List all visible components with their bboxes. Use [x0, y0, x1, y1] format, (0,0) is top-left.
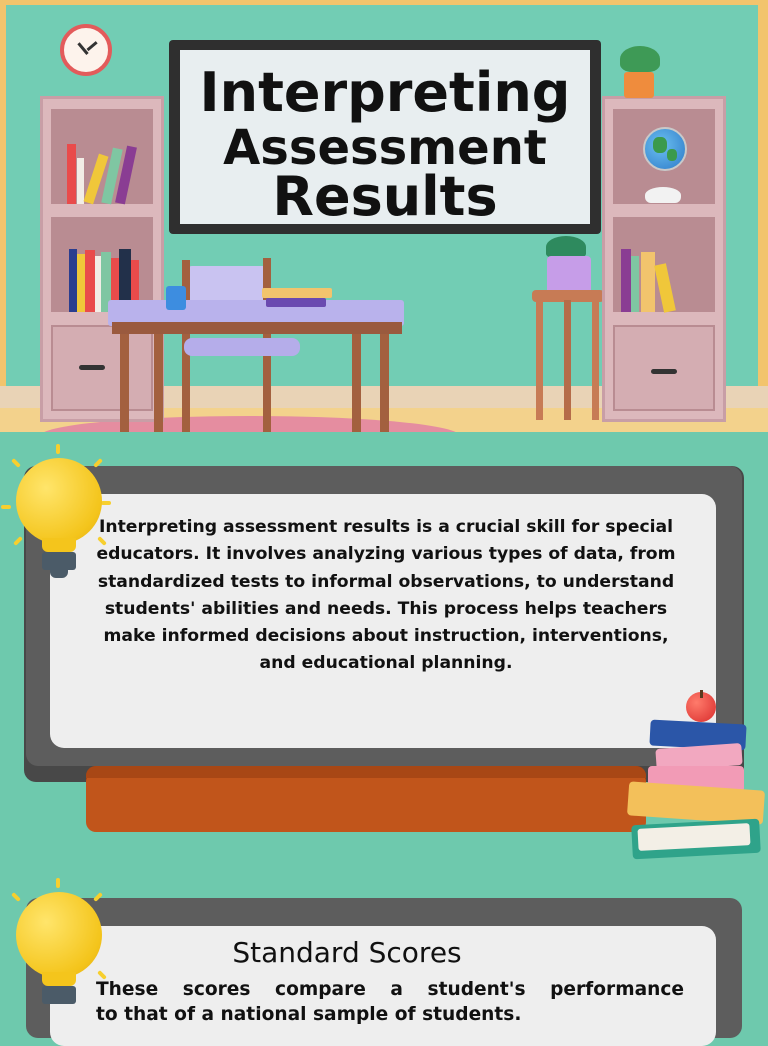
section-text-line1: These scores compare a student's performance — [96, 979, 684, 1000]
section-text-line2: to that of a national sample of students. — [96, 1004, 522, 1025]
chalk-tray-top — [86, 766, 646, 778]
pencil-cup-icon — [166, 286, 186, 310]
classroom-illustration — [0, 0, 768, 432]
book-icon — [266, 298, 326, 307]
chair-seat — [184, 338, 300, 356]
wall-frame — [0, 0, 6, 432]
left-bookshelf — [40, 96, 164, 422]
books — [67, 129, 153, 204]
page-title-line1: Interpreting — [199, 61, 571, 124]
clock-icon — [60, 24, 112, 76]
right-bookshelf — [602, 96, 726, 422]
lightbulb-icon — [4, 444, 114, 584]
page-title-line3: Results — [272, 165, 498, 228]
desk-edge — [112, 322, 402, 334]
plant-icon — [620, 46, 660, 72]
globe-icon — [643, 127, 687, 171]
plant-icon — [546, 236, 586, 258]
books — [621, 249, 707, 312]
plant-pot — [624, 72, 654, 98]
book-icon — [262, 288, 332, 298]
intro-text: Interpreting assessment results is a crucial skill for special educators. It involves analyzing various types of data, from standardized tests to informal observations, to understand students' abilities and needs. This process helps teachers make informed decisions about instruction, interventions, and educational planning. — [96, 517, 676, 674]
section-title: Standard Scores — [232, 936, 462, 969]
lightbulb-icon — [4, 878, 114, 1024]
wall-frame — [758, 0, 768, 432]
page-title-line2: Assessment — [223, 120, 547, 176]
wall-frame — [0, 0, 768, 5]
book-stack-icon — [622, 690, 768, 870]
